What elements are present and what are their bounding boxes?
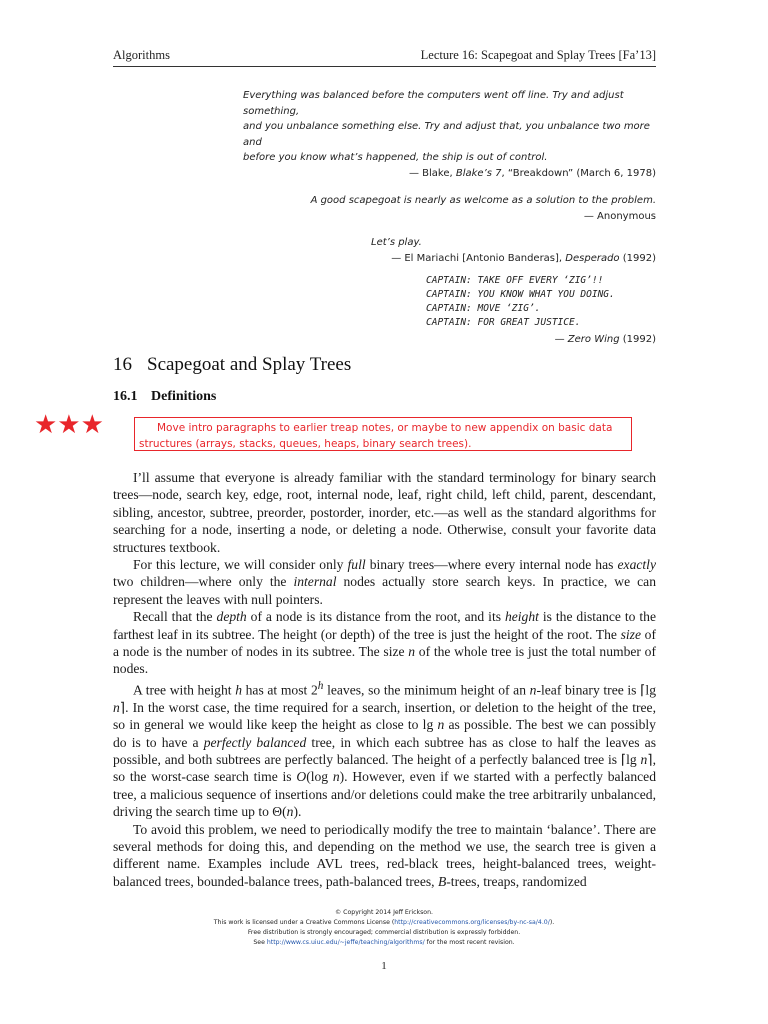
- copyright-line: © Copyright 2014 Jeff Erickson.: [335, 909, 433, 916]
- section-number: 16: [113, 354, 132, 375]
- math-var: n: [286, 804, 294, 820]
- header-course: Algorithms: [113, 48, 170, 62]
- page-number: 1: [381, 960, 387, 972]
- attr-work: Blake’s 7: [455, 167, 502, 179]
- paragraph: I’ll assume that everyone is already familiar with the standard terminology for binary search trees—node, search key, edge, root, internal node, leaf, right child, left child, parent, descendant, sibling, ancestor, subtree, preorder, postorder, inorder, etc.—as well as the standard algorithms for searching for a node, inserting a node, or deleting a node. Otherwise, consult your favorite data structures textbook.: [113, 470, 656, 555]
- paragraph: [113, 821, 656, 891]
- math-var: n: [529, 682, 537, 698]
- attr-work: Desperado: [565, 252, 620, 264]
- text-run: For this lecture, we will consider only: [133, 557, 348, 573]
- text-run: A tree with height: [133, 682, 236, 698]
- math-var: n: [408, 644, 416, 660]
- text-run: (log: [306, 769, 333, 785]
- course-link[interactable]: http://www.cs.uiuc.edu/~jeffe/teaching/algorithms/: [266, 939, 425, 946]
- epigraph-blake: [236, 88, 656, 181]
- math-var: h: [235, 682, 242, 698]
- text-run: -leaf binary tree is ⌈lg: [536, 682, 656, 698]
- attr-work: Zero Wing: [567, 334, 620, 345]
- epigraph-quote: [243, 88, 656, 166]
- epigraph-attribution: [236, 251, 656, 267]
- text-run: nodes actually store search keys. In practice, we can represent the leaves with null pointers.: [113, 574, 656, 607]
- text-run: This work is licensed under a Creative Commons License (: [213, 919, 395, 926]
- attr-suffix: (1992): [619, 334, 656, 345]
- epigraph-quote-line: before you know what’s happened, the ship is out of control.: [243, 152, 548, 163]
- epigraph-attribution: [236, 332, 656, 348]
- text-run: ).: [293, 804, 302, 820]
- header-lecture: Lecture 16: Scapegoat and Splay Trees [Fa’13]: [420, 48, 656, 62]
- epigraph-quote: Let’s play.: [371, 237, 422, 248]
- mono-line: CAPTAIN: FOR GREAT JUSTICE.: [426, 317, 581, 328]
- math-var: n: [332, 769, 340, 785]
- mono-line: CAPTAIN: TAKE OFF EVERY ‘ZIG’!!: [426, 275, 604, 286]
- text-run: -trees, treaps, randomized: [446, 873, 587, 889]
- epigraphs: [236, 88, 656, 348]
- section-heading: [113, 354, 351, 376]
- body-text: [113, 469, 656, 890]
- note-line: structures (arrays, stacks, queues, heaps, binary search trees).: [139, 438, 472, 450]
- running-header: [113, 48, 656, 63]
- text-run: ). However, even if we started with a perfectly balanced tree, a malicious sequence of insertions and/or deletions could make the tree arbitrarily unbalanced, driving the search time up to Θ(: [113, 769, 657, 820]
- emph-run: full: [347, 557, 366, 573]
- epigraph-quote-line: and you unbalance something else. Try and adjust that, you unbalance two more and: [243, 121, 650, 148]
- subsection-number: 16.1: [113, 389, 138, 404]
- emph-run: size: [620, 626, 641, 642]
- text-run: as possible. The best we can possibly do is to have a: [113, 717, 656, 750]
- emph-run: exactly: [617, 557, 656, 573]
- text-run: See: [253, 939, 267, 946]
- epigraph-anonymous: [236, 193, 656, 224]
- subsection-heading: [113, 389, 216, 405]
- text-run: two children—where only the: [113, 574, 294, 590]
- math-var: n: [437, 717, 445, 733]
- emph-run: internal: [293, 574, 337, 590]
- text-run: leaves, so the minimum height of an: [323, 682, 530, 698]
- note-line: Move intro paragraphs to earlier treap notes, or maybe to new appendix on basic data: [157, 422, 613, 434]
- attr-suffix: , “Breakdown” (March 6, 1978): [501, 167, 656, 179]
- emph-run: depth: [216, 609, 247, 625]
- math-var: n: [640, 752, 648, 768]
- text-run: Recall that the: [133, 609, 217, 625]
- epigraph-quote: A good scapegoat is nearly as welcome as a solution to the problem.: [310, 195, 656, 206]
- epigraph-attribution: [236, 166, 656, 182]
- emph-run: height: [504, 609, 539, 625]
- paragraph: [113, 678, 656, 821]
- mono-line: CAPTAIN: YOU KNOW WHAT YOU DOING.: [426, 289, 615, 300]
- subsection-title: Definitions: [151, 389, 217, 404]
- section-title: Scapegoat and Splay Trees: [147, 354, 352, 375]
- distribution-line: Free distribution is strongly encouraged; commercial distribution is expressly forbidden.: [247, 929, 521, 936]
- math-var: h: [317, 679, 324, 692]
- license-line: [0, 918, 768, 928]
- attr-suffix: (1992): [619, 252, 656, 264]
- attr-prefix: —: [554, 334, 568, 345]
- text-run: To avoid this problem, we need to periodically modify the tree to maintain ‘balance’. There are several methods for doing this, and depending on the method we use, the search tree is given a different name. Examples include AVL trees, red-black trees, height-balanced trees, weight-balanced trees, bounded-balance trees, path-balanced trees,: [113, 821, 656, 889]
- text-run: binary trees—where every internal node has: [365, 557, 618, 573]
- epigraph-quote-line: Everything was balanced before the computers went off line. Try and adjust something,: [243, 90, 624, 117]
- text-run: tree, in which each subtree has as close to half the leaves as possible, and both subtrees are perfectly balanced. The height of a perfectly balanced tree is ⌈lg: [113, 734, 657, 768]
- text-run: of a node is the number of nodes in its subtree. The size: [113, 626, 656, 660]
- paragraph: [113, 556, 656, 608]
- epigraph-zero-wing: [236, 274, 656, 348]
- license-footer: [0, 908, 768, 948]
- text-run: is the distance to the farthest leaf in its subtree. The height (or depth) of the tree is just the height of the root. The: [113, 609, 656, 642]
- attr-prefix: — El Mariachi [Antonio Banderas],: [391, 252, 566, 264]
- emph-run: perfectly balanced: [203, 734, 307, 750]
- text-run: ).: [549, 919, 555, 926]
- text-run: for the most recent revision.: [424, 939, 515, 946]
- text-run: of a node is its distance from the root, and its: [246, 609, 505, 625]
- see-line: [0, 938, 768, 948]
- epigraph-mono-quote: [426, 274, 656, 330]
- license-link[interactable]: http://creativecommons.org/licenses/by-nc-sa/4.0/: [394, 919, 550, 926]
- math-var: n: [113, 699, 120, 715]
- header-rule: [113, 66, 656, 67]
- revision-note-box: [134, 417, 632, 451]
- text-run: ⌉. In the worst case, the time required for a search, insertion, or deletion to the height of the tree, so in general we would like keep the height as close to lg: [113, 699, 656, 733]
- attr-prefix: — Blake,: [408, 167, 456, 179]
- epigraph-desperado: [236, 235, 656, 266]
- three-stars-icon: ★★★: [34, 410, 104, 440]
- math-var: B: [437, 873, 447, 889]
- math-var: O: [296, 769, 307, 785]
- text-run: has at most 2: [241, 682, 318, 698]
- mono-line: CAPTAIN: MOVE ‘ZIG’.: [426, 303, 541, 314]
- paragraph: [113, 608, 656, 678]
- text-run: of the whole tree is just the total number of nodes.: [113, 644, 656, 677]
- text-run: ⌉, so the worst-case search time is: [113, 752, 656, 785]
- epigraph-attribution: — Anonymous: [583, 210, 656, 222]
